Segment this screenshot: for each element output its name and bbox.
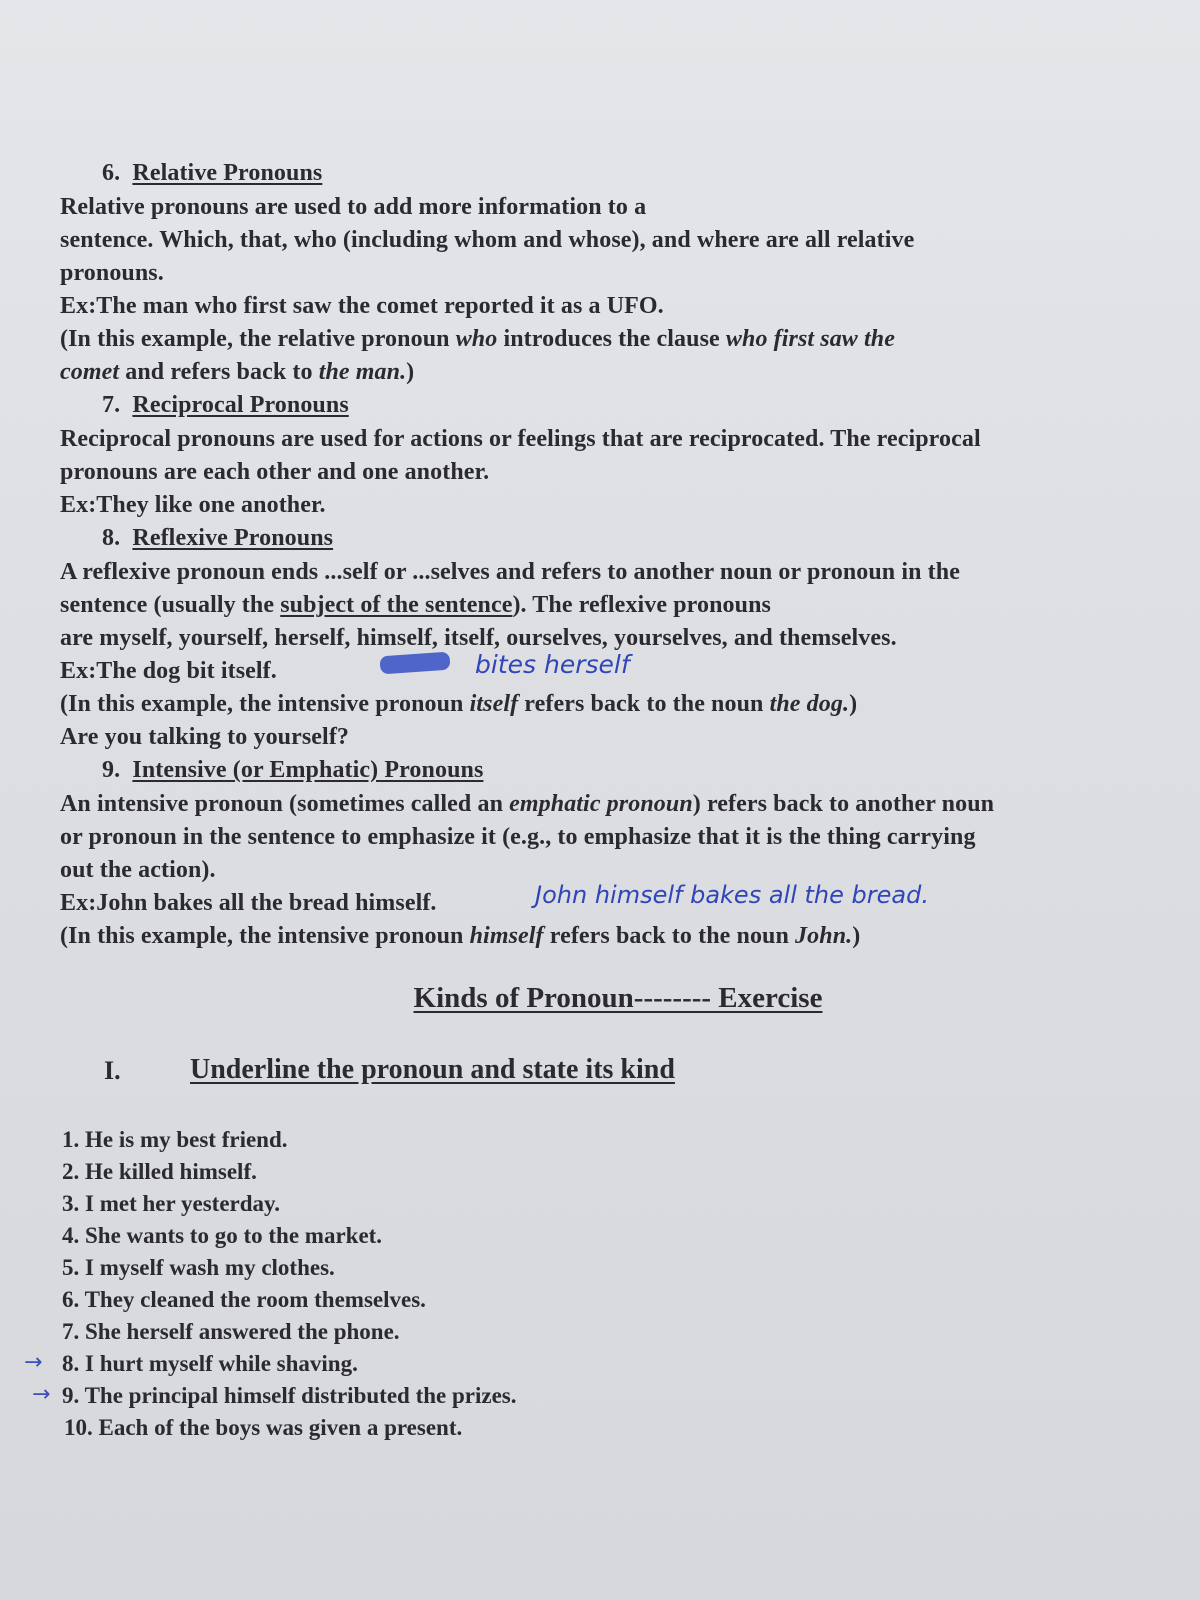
paragraph-line: (In this example, the relative pronoun who introduces the clause who first saw the	[60, 326, 895, 352]
handwritten-note: bites herself	[475, 650, 630, 679]
exercise-item: 4. She wants to go to the market.	[62, 1223, 383, 1248]
paragraph-line: or pronoun in the sentence to emphasize it (e.g., to emphasize that it is the thing carrying	[60, 824, 976, 850]
exercise-item: 8. I hurt myself while shaving.	[62, 1351, 358, 1376]
exercise-item: 10. Each of the boys was given a present.	[64, 1415, 463, 1440]
section-heading-relative: 6. Relative Pronouns	[102, 160, 323, 186]
paragraph-line: An intensive pronoun (sometimes called an emphatic pronoun) refers back to another noun	[60, 791, 995, 817]
arrow-icon: →	[24, 1350, 43, 1375]
paragraph-line: sentence (usually the subject of the sentence). The reflexive pronouns	[60, 592, 771, 618]
exercise-item: 6. They cleaned the room themselves.	[62, 1287, 426, 1312]
exercise-item: 5. I myself wash my clothes.	[62, 1255, 335, 1280]
exercise-title: Kinds of Pronoun-------- Exercise	[413, 982, 823, 1014]
arrow-icon: →	[32, 1382, 51, 1407]
exercise-item: 9. The principal himself distributed the prizes.	[62, 1383, 517, 1408]
handwritten-note: John himself bakes all the bread.	[535, 881, 929, 909]
exercise-item: 3. I met her yesterday.	[62, 1191, 281, 1216]
exercise-item: 1. He is my best friend.	[62, 1127, 288, 1152]
section-heading-reciprocal: 7. Reciprocal Pronouns	[102, 392, 349, 418]
exercise-item: 7. She herself answered the phone.	[62, 1319, 400, 1344]
paragraph-line: are myself, yourself, herself, himself, itself, ourselves, yourselves, and themselves.	[60, 625, 897, 651]
paragraph-line: pronouns.	[60, 260, 164, 286]
paragraph-line: pronouns are each other and one another.	[60, 459, 490, 485]
exercise-section-title: Underline the pronoun and state its kind	[190, 1054, 675, 1085]
example-line: Ex:The dog bit itself.	[60, 658, 277, 684]
paragraph-line: (In this example, the intensive pronoun itself refers back to the noun the dog.)	[60, 691, 858, 717]
exercise-section-number: I.	[104, 1056, 121, 1085]
paragraph-line: sentence. Which, that, who (including whom and whose), and where are all relative	[60, 227, 915, 253]
paragraph-line: comet and refers back to the man.)	[60, 359, 415, 385]
paragraph-line: Are you talking to yourself?	[60, 724, 350, 750]
section-heading-intensive: 9. Intensive (or Emphatic) Pronouns	[102, 757, 484, 783]
example-line: Ex:The man who first saw the comet reported it as a UFO.	[60, 293, 664, 319]
exercise-item: 2. He killed himself.	[62, 1159, 257, 1184]
paragraph-line: (In this example, the intensive pronoun himself refers back to the noun John.)	[60, 923, 861, 949]
paragraph-line: Relative pronouns are used to add more information to a	[60, 194, 647, 220]
scribble-mark	[379, 652, 450, 675]
paragraph-line: A reflexive pronoun ends ...self or ...selves and refers to another noun or pronoun in the	[60, 559, 960, 585]
example-line: Ex:They like one another.	[60, 492, 326, 518]
example-line: Ex:John bakes all the bread himself.	[60, 890, 437, 916]
paragraph-line: Reciprocal pronouns are used for actions or feelings that are reciprocated. The reciprocal	[60, 426, 981, 452]
paragraph-line: out the action).	[60, 857, 216, 883]
section-heading-reflexive: 8. Reflexive Pronouns	[102, 525, 334, 551]
